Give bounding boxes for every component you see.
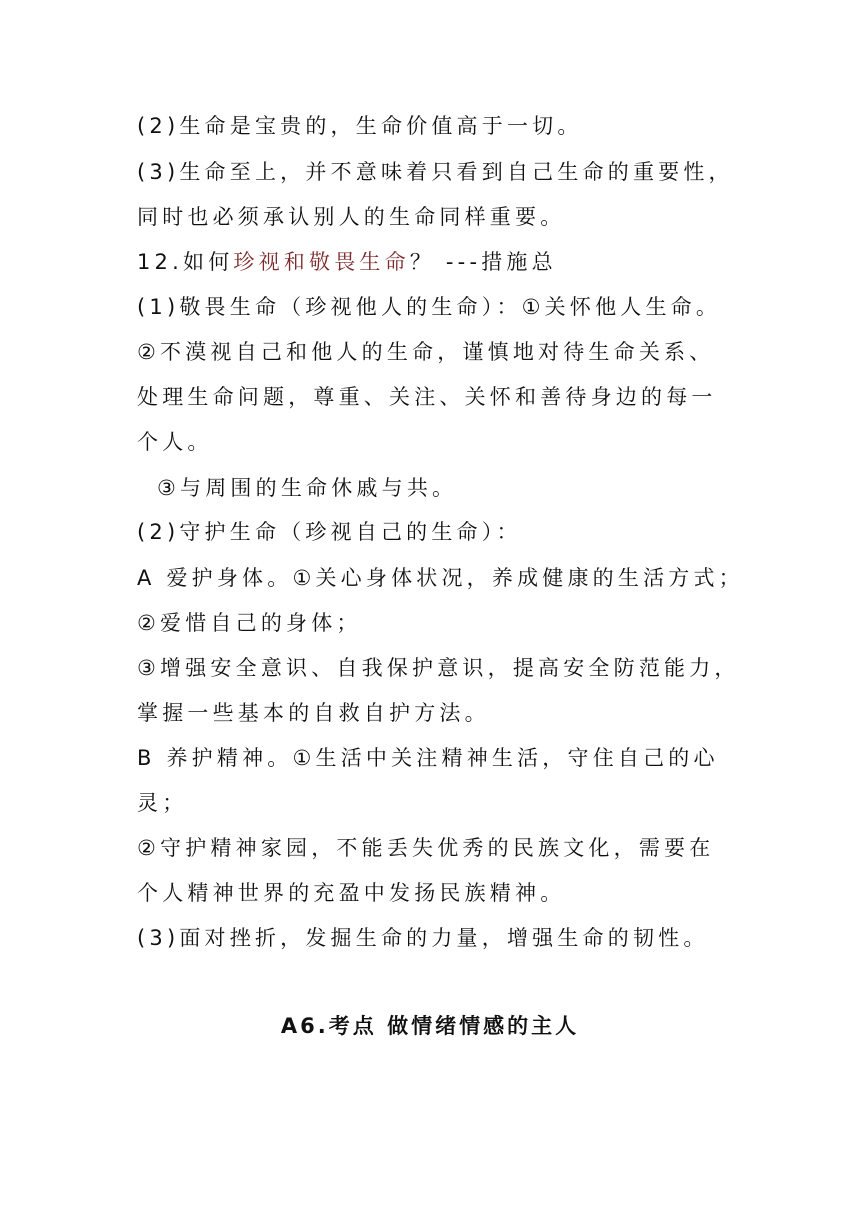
- text-line: (1)敬畏生命（珍视他人的生命）：①关怀他人生命。: [137, 295, 722, 319]
- text-line: 个人精神世界的充盈中发扬民族精神。: [137, 881, 566, 905]
- question-line: [137, 248, 737, 276]
- question-prefix: 12.如何: [137, 250, 234, 274]
- text-line: 处理生命问题，尊重、关注、关怀和善待身边的每一: [137, 385, 717, 409]
- text-line: 同时也必须承认别人的生命同样重要。: [137, 205, 566, 229]
- text-line: (2)生命是宝贵的，生命价值高于一切。: [137, 114, 583, 138]
- text-line: ②守护精神家园，不能丢失优秀的民族文化，需要在: [137, 836, 715, 860]
- text-line: A 爱护身体。①关心身体状况，养成健康的生活方式；: [137, 566, 744, 590]
- text-line: 灵；: [137, 791, 188, 815]
- question-suffix: ？ ---措施总: [409, 250, 557, 274]
- text-line: 个人。: [137, 430, 213, 454]
- text-line: (2)守护生命（珍视自己的生命）：: [137, 520, 522, 544]
- text-line: 掌握一些基本的自救自护方法。: [137, 701, 490, 725]
- text-line: ②不漠视自己和他人的生命，谨慎地对待生命关系、: [137, 340, 715, 364]
- question-highlight: 珍视和敬畏生命: [233, 250, 410, 274]
- text-line: B 养护精神。①生活中关注精神生活，守住自己的心: [137, 746, 719, 770]
- text-line: ③与周围的生命休戚与共。: [157, 476, 458, 500]
- text-line: ③增强安全意识、自我保护意识，提高安全防范能力，: [137, 656, 740, 680]
- section-heading: A6.考点 做情绪情感的主人: [280, 1014, 580, 1038]
- text-line: (3)生命至上，并不意味着只看到自己生命的重要性，: [137, 160, 734, 184]
- text-line: (3)面对挫折，发掘生命的力量，增强生命的韧性。: [137, 926, 709, 950]
- text-line: ②爱惜自己的身体；: [137, 611, 362, 635]
